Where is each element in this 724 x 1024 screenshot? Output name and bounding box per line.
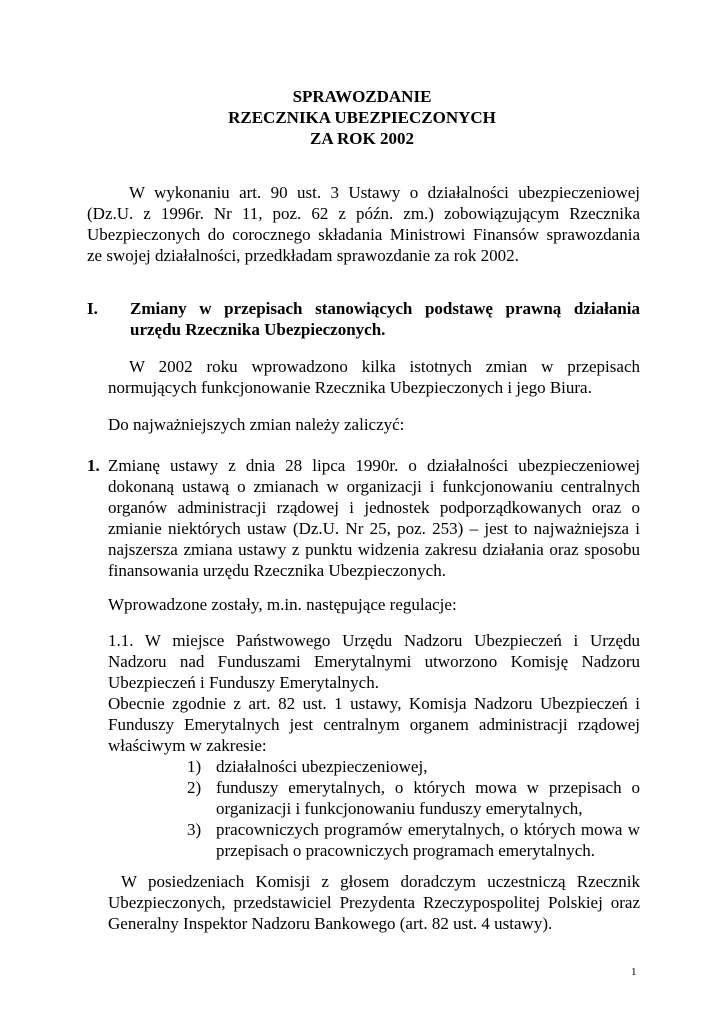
list-number: 1) <box>187 757 202 776</box>
item-number: 1. <box>87 456 100 475</box>
list-item <box>216 756 640 777</box>
list-item-line: działalności ubezpieczeniowej, <box>216 757 428 776</box>
intro-line: W wykonaniu art. 90 ust. 3 Ustawy o działalności ubezpieczeniowej <box>129 183 640 202</box>
section-heading <box>130 298 640 340</box>
list-item-line: przepisach o pracowniczych programach emerytalnych. <box>216 841 596 860</box>
subsection-line: Ubezpieczeń i Funduszy Emerytalnych. <box>108 673 379 692</box>
item-line: najszersza zmiana ustawy z punktu widzenia zakresu działania oraz sposobu <box>108 540 640 559</box>
subsection-line: właściwym w zakresie: <box>108 736 267 755</box>
section-number: I. <box>87 299 98 318</box>
title-line-3: ZA ROK 2002 <box>310 129 414 148</box>
item-line: organów administracji rządowej i jednostek podporządkowanych oraz o <box>108 498 640 517</box>
subsection-line: 1.1. W miejsce Państwowego Urzędu Nadzoru Ubezpieczeń i Urzędu <box>108 631 640 650</box>
paragraph-line: Wprowadzone zostały, m.in. następujące regulacje: <box>108 595 457 614</box>
list-item-line: organizacji i funkcjonowaniu funduszy emerytalnych, <box>216 799 583 818</box>
list-item <box>216 777 640 819</box>
subsection-1-1 <box>108 630 640 756</box>
subsection-line: Obecnie zgodnie z art. 82 ust. 1 ustawy, Komisja Nadzoru Ubezpieczeń i <box>108 694 640 713</box>
paragraph-line: W posiedzeniach Komisji z głosem doradczym uczestniczą Rzecznik <box>121 872 640 891</box>
paragraph-line: W 2002 roku wprowadzono kilka istotnych zmian w przepisach <box>129 357 640 376</box>
list-item-line: pracowniczych programów emerytalnych, o których mowa w <box>216 820 640 839</box>
section-heading-line: Zmiany w przepisach stanowiących podstawę prawną działania <box>130 299 640 318</box>
intro-paragraph <box>87 182 640 266</box>
list-number: 3) <box>187 820 202 839</box>
list-number: 2) <box>187 778 202 797</box>
paragraph-line: normujących funkcjonowanie Rzecznika Ubezpieczonych i jego Biura. <box>108 378 592 397</box>
subsection-line: Nadzoru nad Funduszami Emerytalnymi utworzono Komisję Nadzoru <box>108 652 640 671</box>
item-1-paragraph <box>108 455 640 581</box>
intro-line: Ubezpieczonych do corocznego składania Ministrowi Finansów sprawozdania <box>87 225 640 244</box>
paragraph-line: Do najważniejszych zmian należy zaliczyć: <box>108 415 405 434</box>
item-line: zmianie niektórych ustaw (Dz.U. Nr 25, poz. 253) – jest to najważniejsza i <box>108 519 640 538</box>
section-heading-line: urzędu Rzecznika Ubezpieczonych. <box>130 320 386 339</box>
item-line: finansowania urzędu Rzecznika Ubezpieczonych. <box>108 561 446 580</box>
paragraph-line: Generalny Inspektor Nadzoru Bankowego (art. 82 ust. 4 ustawy). <box>108 914 553 933</box>
subsection-line: Funduszy Emerytalnych jest centralnym organem administracji rządowej <box>108 715 640 734</box>
section-paragraph-1 <box>108 356 640 398</box>
section-paragraph-3 <box>108 594 640 615</box>
item-line: dokonaną ustawą o zmianach w organizacji i funkcjonowaniu centralnych <box>108 477 640 496</box>
page-number: 1 <box>631 966 637 978</box>
list-item <box>216 819 640 861</box>
list-item-line: funduszy emerytalnych, o których mowa w przepisach o <box>216 778 640 797</box>
intro-line: (Dz.U. z 1996r. Nr 11, poz. 62 z późn. zm.) zobowiązującym Rzecznika <box>87 204 640 223</box>
intro-line: ze swojej działalności, przedkładam sprawozdanie za rok 2002. <box>87 246 519 265</box>
section-paragraph-2 <box>108 414 640 435</box>
paragraph-line: Ubezpieczonych, przedstawiciel Prezydenta Rzeczypospolitej Polskiej oraz <box>108 893 640 912</box>
section-paragraph-4 <box>108 871 640 934</box>
title-line-2: RZECZNIKA UBEZPIECZONYCH <box>228 108 496 127</box>
item-line: Zmianę ustawy z dnia 28 lipca 1990r. o działalności ubezpieczeniowej <box>108 456 640 475</box>
title-line-1: SPRAWOZDANIE <box>292 87 432 106</box>
